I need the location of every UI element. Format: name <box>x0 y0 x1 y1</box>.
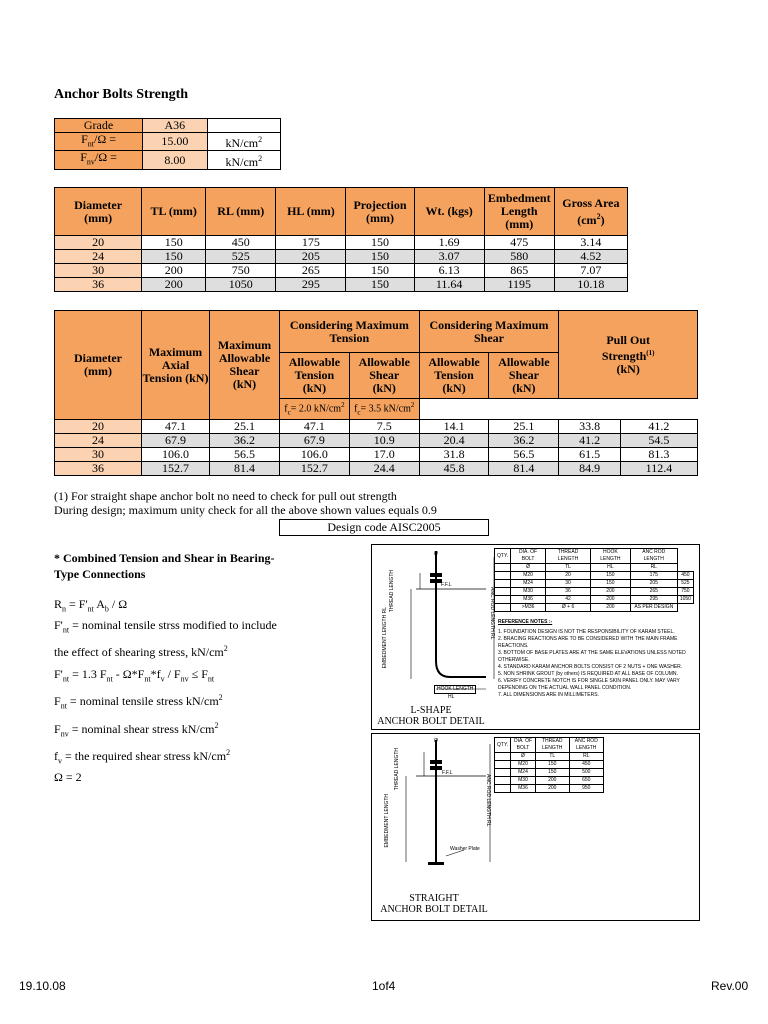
dwg-subheader <box>495 753 511 761</box>
table-cell <box>495 777 511 785</box>
ffl-label: F.F.L <box>442 770 453 776</box>
straight-detail <box>371 733 700 921</box>
table-cell: 150 <box>535 761 569 769</box>
table-cell: 20 <box>55 420 142 434</box>
table-cell: 175 <box>276 236 346 250</box>
table-cell: 30 <box>55 448 142 462</box>
dwg-subheader: Ø <box>511 564 546 572</box>
formula-omega: Ω = 2 <box>54 770 82 785</box>
table-cell: 265 <box>630 588 677 596</box>
l-shape-detail <box>371 544 700 730</box>
col-header: Allowable Tension (kN) <box>419 353 489 399</box>
col-header: Allowable Shear (kN) <box>489 353 559 399</box>
table-cell: 56.5 <box>489 448 559 462</box>
table-cell: 45.8 <box>419 462 489 476</box>
formula-fnt-def2: the effect of shearing stress, $kN/cm^2$ <box>54 643 228 659</box>
table-cell: 200 <box>591 604 631 612</box>
straight-table <box>494 737 604 793</box>
formula-fnt: $F'_{nt} = 1.3$ $F_{nt} - \Omega*F_{nt}*f_v / F_{nv} \le F_{nt}$ <box>54 666 215 684</box>
table-cell: 150 <box>346 250 414 264</box>
table-row <box>55 236 628 250</box>
l-shape-caption <box>372 705 490 727</box>
dwg-subheader: RL <box>630 564 677 572</box>
material-label: Grade <box>55 119 143 133</box>
col-header: Allowable Shear (kN) <box>349 353 419 399</box>
table-cell: 200 <box>591 596 631 604</box>
table-cell: 11.64 <box>414 278 484 292</box>
table-cell: 7.07 <box>554 264 627 278</box>
table-cell: 450 <box>569 761 603 769</box>
table-cell: M24 <box>511 769 536 777</box>
col-header: Considering Maximum Tension <box>280 311 420 353</box>
table-row <box>495 777 604 785</box>
anc-rod-label: ANC ROD LENGTH RL <box>485 774 491 827</box>
col-header: Diameter (mm) <box>55 188 142 236</box>
table-cell: 30 <box>55 264 142 278</box>
anc-rod-label: ANC ROD LENGTH RL <box>489 587 495 640</box>
table-cell: 6.13 <box>414 264 484 278</box>
table-cell: 84.9 <box>559 462 621 476</box>
page-title: Anchor Bolts Strength <box>54 87 189 102</box>
table-cell <box>495 604 511 612</box>
table-row <box>55 264 628 278</box>
material-unit: $kN/cm^2$ <box>207 133 280 151</box>
dwg-subheader <box>495 564 511 572</box>
material-label: $F_{nv}/\Omega$ = <box>55 151 143 169</box>
table-cell: 24 <box>55 250 142 264</box>
table-cell: 150 <box>591 580 631 588</box>
table-cell: 950 <box>569 785 603 793</box>
table-cell: 295 <box>630 596 677 604</box>
col-header: Allowable Tension (kN) <box>280 353 350 399</box>
table-cell: 36.2 <box>210 434 280 448</box>
table-cell: M20 <box>511 572 546 580</box>
table-cell: M24 <box>511 580 546 588</box>
ref-note: 2. BRACING REACTIONS ARE TO BE CONSIDERED WITH THE MAIN FRAME REACTIONS. <box>498 636 678 649</box>
table-row <box>495 596 694 604</box>
table-cell <box>495 785 511 793</box>
table-row <box>495 785 604 793</box>
table-cell: 112.4 <box>620 462 697 476</box>
dia-label: Ø <box>434 738 438 744</box>
table-row <box>495 580 694 588</box>
table-cell: 200 <box>535 777 569 785</box>
table-cell: 175 <box>630 572 677 580</box>
thread-length-label: THREAD LENGTH <box>389 570 395 613</box>
dwg-header: THREAD LENGTH <box>546 549 591 564</box>
table-cell: 200 <box>535 785 569 793</box>
dwg-header: ANC ROD LENGTH <box>569 738 603 753</box>
col-header: RL (mm) <box>206 188 276 236</box>
table-cell <box>495 761 511 769</box>
table-cell: 41.2 <box>559 434 621 448</box>
table-cell <box>495 769 511 777</box>
table-cell: 450 <box>206 236 276 250</box>
table-cell: 200 <box>142 264 206 278</box>
table-cell: 580 <box>484 250 554 264</box>
subheader-spacer <box>276 398 550 412</box>
table-cell: 10.18 <box>554 278 627 292</box>
footer-date: 19.10.08 <box>19 979 66 993</box>
design-code-box: Design code AISC2005 <box>279 519 489 536</box>
table-row <box>55 420 698 434</box>
table-cell: 7.5 <box>349 420 419 434</box>
table-row <box>495 604 694 612</box>
ref-note: 4. STANDARD KARAM ANCHOR BOLTS CONSIST OF 2 NUTS + ONE WASHER. <box>498 664 683 670</box>
table-cell: 67.9 <box>142 434 210 448</box>
col-header: Projection (mm) <box>346 188 414 236</box>
material-value: 8.00 <box>143 151 207 169</box>
col-header: Maximum Allowable Shear (kN) <box>210 311 280 420</box>
table-cell: AS PER DESIGN <box>630 604 677 612</box>
table-cell: 41.2 <box>620 420 697 434</box>
strength-table <box>54 310 698 476</box>
col-header: TL (mm) <box>142 188 206 236</box>
table-cell: 20 <box>546 572 591 580</box>
ref-note: 1. FOUNDATION DESIGN IS NOT THE RESPONSIBILITY OF KARAM STEEL. <box>498 629 675 635</box>
table-cell: >M36 <box>511 604 546 612</box>
fc-header: $f_c= 3.5$ $kN/cm^2$ <box>349 399 419 420</box>
table-cell: 61.5 <box>559 448 621 462</box>
table-cell: M36 <box>511 596 546 604</box>
combined-section <box>54 550 284 785</box>
material-unit <box>207 119 280 133</box>
table-cell: 4.52 <box>554 250 627 264</box>
table-cell: 152.7 <box>280 462 350 476</box>
note-1: (1) For straight shape anchor bolt no need to check for pull out strength <box>54 489 397 503</box>
combined-heading: * Combined Tension and Shear in Bearing- <box>54 551 275 565</box>
table-cell: 150 <box>142 236 206 250</box>
dwg-header: QTY. <box>495 738 511 753</box>
col-header: Gross Area $(cm^2)$ <box>554 188 627 236</box>
table-cell: M30 <box>511 777 536 785</box>
table-cell: 36 <box>55 278 142 292</box>
table-row <box>55 462 698 476</box>
table-cell: 25.1 <box>489 420 559 434</box>
col-header: Considering Maximum Shear <box>419 311 559 353</box>
table-cell: 10.9 <box>349 434 419 448</box>
table-cell: 47.1 <box>142 420 210 434</box>
col-header: Embedment Length (mm) <box>484 188 554 236</box>
table-cell: 17.0 <box>349 448 419 462</box>
table-cell: 200 <box>591 588 631 596</box>
material-unit: $kN/cm^2$ <box>207 151 280 169</box>
table-cell: 450 <box>677 572 693 580</box>
table-row <box>495 769 604 777</box>
table-row <box>495 572 694 580</box>
caption-line: ANCHOR BOLT DETAIL <box>380 904 488 915</box>
table-cell <box>495 580 511 588</box>
col-header: Pull Out Strength$^{(1)}$ (kN) <box>559 311 698 399</box>
table-cell: 3.07 <box>414 250 484 264</box>
table-cell: 30 <box>546 580 591 588</box>
table-cell: 36.2 <box>489 434 559 448</box>
table-row <box>495 588 694 596</box>
table-cell: 42 <box>546 596 591 604</box>
material-table <box>54 118 281 170</box>
embedment-label: EMBEDMENT LENGTH RL <box>382 607 388 669</box>
dwg-header: QTY. <box>495 549 511 564</box>
table-cell: 56.5 <box>210 448 280 462</box>
table-cell: 650 <box>569 777 603 785</box>
ffl-label: F.F.L <box>441 582 452 588</box>
table-cell: 200 <box>142 278 206 292</box>
straight-caption <box>372 893 496 915</box>
dwg-header: DIA. OF BOLT <box>511 549 546 564</box>
ref-note: 6. VERIFY CONCRETE NOTCH IS FOR SINGLE SKIN PANEL ONLY. MAY VARY DEPENDING ON THE ACTUAL WALL PANEL CONDITION. <box>498 678 680 691</box>
washer-label: Washer Plate <box>450 846 480 852</box>
table-cell: 150 <box>535 769 569 777</box>
table-row <box>495 761 604 769</box>
table-cell: 24 <box>55 434 142 448</box>
table-cell: 1195 <box>484 278 554 292</box>
table-cell: 475 <box>484 236 554 250</box>
table-cell: 14.1 <box>419 420 489 434</box>
dwg-header: HOOK LENGTH <box>591 549 631 564</box>
table-cell: 1050 <box>206 278 276 292</box>
table-cell: 81.4 <box>489 462 559 476</box>
table-cell: 54.5 <box>620 434 697 448</box>
material-label: $F_{nt}/\Omega$ = <box>55 133 143 151</box>
dwg-subheader: Ø <box>511 753 536 761</box>
caption-line: L-SHAPE <box>410 705 452 716</box>
dia-label: Ø <box>434 551 438 557</box>
caption-line: ANCHOR BOLT DETAIL <box>377 716 485 727</box>
table-row <box>55 250 628 264</box>
table-cell: M30 <box>511 588 546 596</box>
table-cell: 106.0 <box>280 448 350 462</box>
note-2: During design; maximum unity check for all the above shown values equals 0.9 <box>54 503 437 517</box>
hook-length-label: HOOK LENGTH <box>434 685 476 694</box>
ref-notes-title: REFERENCE NOTES :- <box>498 619 553 625</box>
table-cell: 150 <box>591 572 631 580</box>
col-header: Diameter (mm) <box>55 311 142 420</box>
table-row <box>55 278 628 292</box>
formula-fnv: $F_{nv}$ = nominal shear stress $kN/cm^2$ <box>54 720 219 738</box>
table-cell: 25.1 <box>210 420 280 434</box>
dwg-header: DIA. OF BOLT <box>511 738 536 753</box>
table-cell <box>495 572 511 580</box>
formula-fnt-nominal: $F_{nt}$ = nominal tensile stress $kN/cm^2$ <box>54 693 223 711</box>
dwg-subheader: TL <box>535 753 569 761</box>
table-cell: 36 <box>55 462 142 476</box>
table-cell: 47.1 <box>280 420 350 434</box>
table-cell: 750 <box>206 264 276 278</box>
ref-note: 7. ALL DIMENSIONS ARE IN MILLIMETERS. <box>498 692 599 698</box>
table-cell: Ø + 6 <box>546 604 591 612</box>
material-value: 15.00 <box>143 133 207 151</box>
dwg-subheader: HL <box>591 564 631 572</box>
col-header: Wt. (kgs) <box>414 188 484 236</box>
table-cell: 33.8 <box>559 420 621 434</box>
table-cell: 152.7 <box>142 462 210 476</box>
table-cell: 81.4 <box>210 462 280 476</box>
table-cell: 500 <box>569 769 603 777</box>
footer-page: 1of4 <box>372 979 396 993</box>
table-cell: 150 <box>346 264 414 278</box>
table-cell: 36 <box>546 588 591 596</box>
table-cell: M20 <box>511 761 536 769</box>
table-cell <box>495 588 511 596</box>
formula-fv: $f_v$ = the required shear stress $kN/cm^2$ <box>54 747 231 766</box>
ref-notes <box>498 629 693 699</box>
table-cell: 150 <box>346 278 414 292</box>
material-value: A36 <box>143 119 207 133</box>
table-cell: 31.8 <box>419 448 489 462</box>
ref-note: 3. BOTTOM OF BASE PLATES ARE AT THE SAME ELEVATIONS UNLESS NOTED OTHERWISE. <box>498 650 686 663</box>
col-header: HL (mm) <box>276 188 346 236</box>
col-header: Maximum Axial Tension (kN) <box>142 311 210 420</box>
table-cell: M36 <box>511 785 536 793</box>
footer-rev: Rev.00 <box>711 979 749 993</box>
table-cell: 81.3 <box>620 448 697 462</box>
table-cell: 106.0 <box>142 448 210 462</box>
table-cell: 20.4 <box>419 434 489 448</box>
dimensions-table <box>54 187 628 292</box>
table-cell <box>495 596 511 604</box>
formula-rn: $R_n = F'_{nt}$ $A_b$ / Ω <box>54 597 128 614</box>
table-cell: 3.14 <box>554 236 627 250</box>
dwg-subheader: RL <box>569 753 603 761</box>
table-cell: 205 <box>630 580 677 588</box>
thread-length-label: THREAD LENGTH <box>394 748 400 791</box>
embedment-label: EMBEDMENT LENGTH <box>384 794 390 848</box>
table-cell: 865 <box>484 264 554 278</box>
dwg-subheader: TL <box>546 564 591 572</box>
ref-note: 5. NON SHRINK GROUT (by others) IS REQUIRED AT ALL BASE OF COLUMN. <box>498 671 678 677</box>
table-cell: 525 <box>677 580 693 588</box>
fc-header: $f_c= 2.0$ $kN/cm^2$ <box>280 399 350 420</box>
table-cell: 67.9 <box>280 434 350 448</box>
table-cell: 1.69 <box>414 236 484 250</box>
table-cell: 150 <box>346 236 414 250</box>
formula-fnt-def: $F'_{nt}$ = nominal tensile strss modified to include <box>54 618 277 635</box>
table-cell: 20 <box>55 236 142 250</box>
dwg-header: ANC ROD LENGTH <box>630 549 677 564</box>
table-row <box>55 434 698 448</box>
table-cell: 265 <box>276 264 346 278</box>
table-cell: 525 <box>206 250 276 264</box>
l-shape-table <box>494 548 694 612</box>
caption-line: STRAIGHT <box>409 893 459 904</box>
table-cell: 24.4 <box>349 462 419 476</box>
table-cell: 150 <box>142 250 206 264</box>
hl-label: HL <box>448 694 455 700</box>
combined-heading: Type Connections <box>54 567 146 581</box>
table-cell: 205 <box>276 250 346 264</box>
dwg-header: THREAD LENGTH <box>535 738 569 753</box>
table-row <box>55 448 698 462</box>
table-cell: 1050 <box>677 596 693 604</box>
table-cell: 295 <box>276 278 346 292</box>
table-cell: 750 <box>677 588 693 596</box>
